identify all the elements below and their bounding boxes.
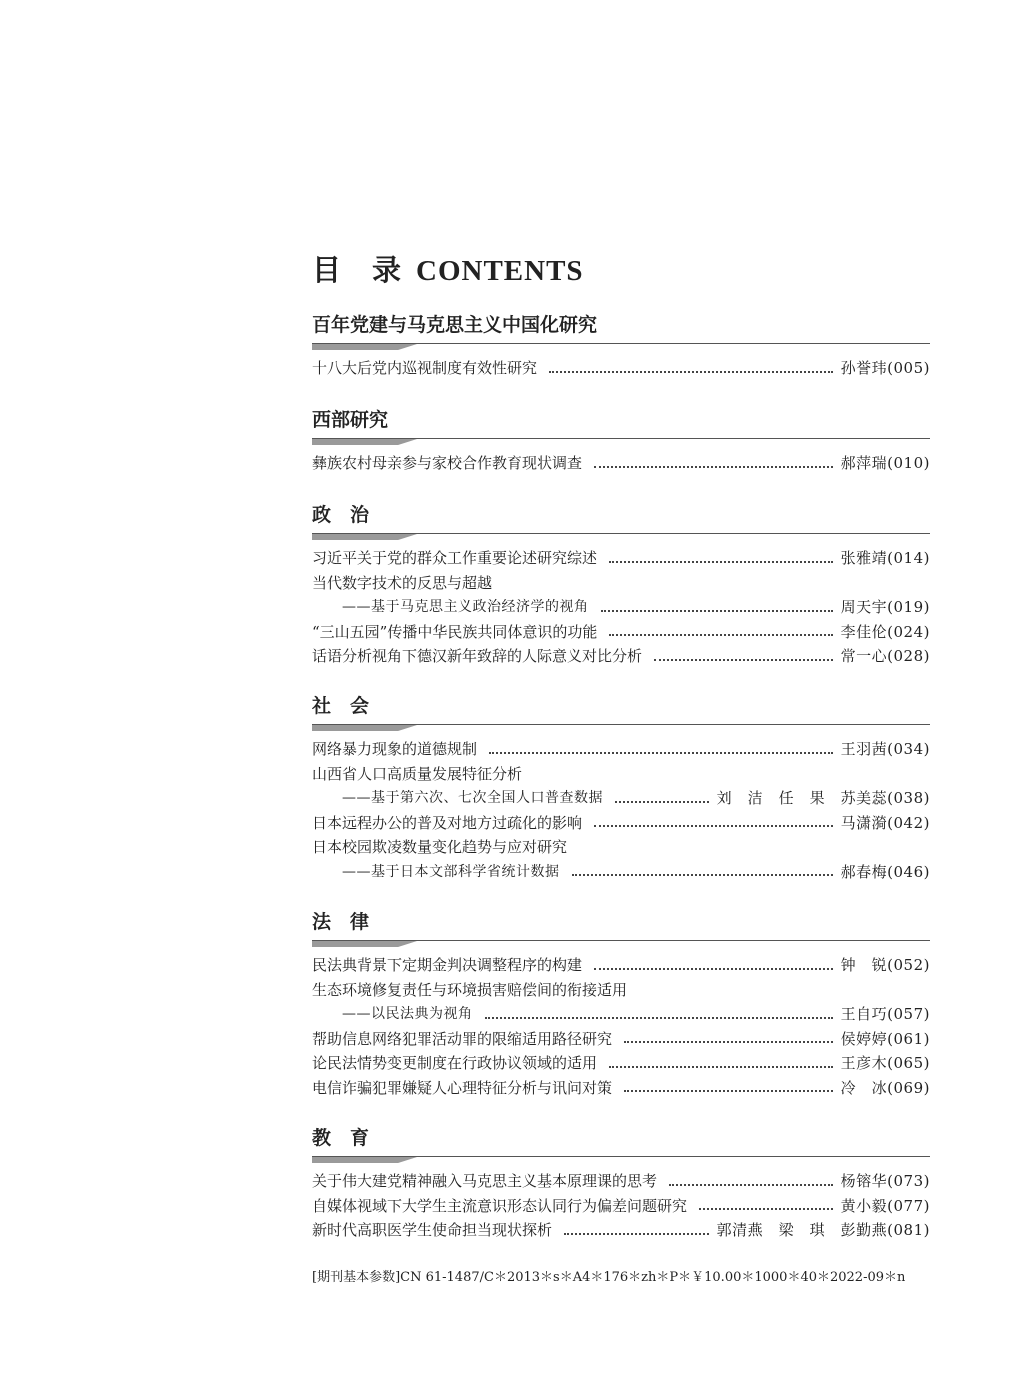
leader-dots	[669, 1184, 833, 1186]
entry-author-page: 孙誉玮(005)	[840, 359, 930, 377]
leader-dots	[609, 561, 833, 563]
leader-dots	[601, 610, 833, 612]
entry-author-page: 杨镕华(073)	[840, 1172, 930, 1190]
toc-entry[interactable]	[312, 762, 930, 787]
section	[312, 407, 930, 476]
toc-entry[interactable]	[312, 1076, 930, 1101]
entry-title: 山西省人口高质量发展特征分析	[312, 764, 523, 783]
entry-title: 新时代高职医学生使命担当现状探析	[312, 1221, 553, 1239]
entry-list	[312, 1169, 930, 1243]
section-heading: 百年党建与马克思主义中国化研究	[312, 314, 598, 336]
entry-title: 彝族农村母亲参与家校合作教育现状调查	[312, 454, 583, 472]
toc-entry[interactable]	[312, 1218, 930, 1243]
entry-subtitle: ——以民法典为视角	[342, 1006, 473, 1022]
leader-dots	[572, 874, 833, 876]
leader-dots	[594, 825, 833, 827]
toc-entry[interactable]	[312, 811, 930, 836]
leader-dots	[609, 1066, 833, 1068]
section-rule	[312, 937, 930, 947]
entry-author-page: 周天宇(019)	[840, 598, 930, 616]
entry-title: 关于伟大建党精神融入马克思主义基本原理课的思考	[312, 1172, 658, 1190]
entry-author-page: 冷 冰(069)	[840, 1078, 930, 1097]
toc-entry[interactable]	[312, 451, 930, 476]
section-heading: 政 治	[312, 504, 370, 526]
section-rule	[312, 435, 930, 445]
toc-entry[interactable]	[312, 595, 930, 620]
entry-title: 日本校园欺凌数量变化趋势与应对研究	[312, 838, 568, 856]
entry-title: 日本远程办公的普及对地方过疏化的影响	[312, 813, 583, 832]
toc-entry[interactable]	[312, 620, 930, 645]
section	[312, 1125, 930, 1243]
entry-author-page: 张雅靖(014)	[840, 549, 930, 567]
section	[312, 502, 930, 669]
section-rule	[312, 530, 930, 540]
section-heading: 西部研究	[312, 409, 389, 431]
toc-entry[interactable]	[312, 1194, 930, 1219]
toc-entry[interactable]	[312, 1169, 930, 1194]
leader-dots	[594, 968, 833, 970]
entry-list	[312, 737, 930, 884]
leader-dots	[615, 801, 709, 803]
leader-dots	[654, 659, 833, 661]
toc-entry[interactable]	[312, 546, 930, 571]
leader-dots	[609, 634, 832, 636]
entry-title: 十八大后党内巡视制度有效性研究	[312, 359, 538, 377]
entry-author-page: 钟 锐(052)	[840, 956, 930, 974]
section-heading: 教 育	[312, 1127, 370, 1149]
section	[312, 312, 930, 381]
entry-author-page: 刘 洁 任 果 苏美蕊(038)	[716, 789, 930, 807]
entry-author-page: 郝萍瑞(010)	[840, 454, 930, 472]
entry-list	[312, 356, 930, 381]
leader-dots	[564, 1233, 709, 1235]
section-heading: 社 会	[312, 695, 370, 717]
entry-author-page: 王羽茜(034)	[840, 740, 930, 758]
entry-title: 生态环境修复责任与环境损害赔偿间的衔接适用	[312, 980, 628, 999]
entry-author-page: 王自巧(057)	[840, 1005, 930, 1023]
toc-entry[interactable]	[312, 953, 930, 978]
toc-entry[interactable]	[312, 835, 930, 860]
section-rule	[312, 340, 930, 350]
entry-author-page: 李佳伦(024)	[840, 622, 930, 641]
toc-entry[interactable]	[312, 1051, 930, 1076]
entry-title: 习近平关于党的群众工作重要论述研究综述	[312, 549, 598, 567]
leader-dots	[699, 1208, 833, 1210]
section-heading: 法 律	[312, 911, 370, 933]
entry-list	[312, 451, 930, 476]
entry-title: 民法典背景下定期金判决调整程序的构建	[312, 956, 583, 974]
entry-author-page: 郝春梅(046)	[840, 862, 930, 881]
title-en: CONTENTS	[416, 255, 584, 287]
page-title	[312, 248, 584, 289]
section-rule	[312, 1153, 930, 1163]
leader-dots	[624, 1090, 833, 1092]
entry-title: 自媒体视域下大学生主流意识形态认同行为偏差问题研究	[312, 1196, 688, 1215]
entry-title: 网络暴力现象的道德规制	[312, 740, 478, 758]
toc-entry[interactable]	[312, 786, 930, 811]
leader-dots	[594, 466, 833, 468]
title-cn: 目 录	[312, 253, 403, 287]
entry-list	[312, 546, 930, 669]
leader-dots	[485, 1017, 833, 1019]
leader-dots	[489, 752, 833, 754]
entry-author-page: 黄小毅(077)	[840, 1196, 930, 1215]
toc-entry[interactable]	[312, 978, 930, 1003]
entry-author-page: 马潇漪(042)	[840, 813, 930, 832]
toc-entry[interactable]	[312, 1002, 930, 1027]
toc-entry[interactable]	[312, 737, 930, 762]
entry-title: 话语分析视角下德汉新年致辞的人际意义对比分析	[312, 647, 643, 665]
entry-title: “三山五园”传播中华民族共同体意识的功能	[312, 622, 598, 641]
entry-subtitle: ——基于日本文部科学省统计数据	[342, 863, 560, 880]
entry-subtitle: ——基于马克思主义政治经济学的视角	[342, 599, 589, 615]
section-rule	[312, 721, 930, 731]
journal-parameters: [期刊基本参数]CN 61-1487/C＊2013＊s＊A4＊176＊zh＊P＊￥10.00＊1000＊40＊2022-09＊n	[312, 1270, 906, 1285]
entry-title: 帮助信息网络犯罪活动罪的限缩适用路径研究	[312, 1029, 613, 1048]
section	[312, 693, 930, 884]
toc-entry[interactable]	[312, 1027, 930, 1052]
leader-dots	[549, 371, 833, 373]
entry-subtitle: ——基于第六次、七次全国人口普查数据	[342, 790, 603, 806]
entry-author-page: 王彦木(065)	[840, 1054, 930, 1072]
toc-entry[interactable]	[312, 644, 930, 669]
section	[312, 909, 930, 1100]
entry-author-page: 郭清燕 梁 琪 彭勤燕(081)	[716, 1221, 930, 1239]
entry-title: 当代数字技术的反思与超越	[312, 573, 493, 592]
entry-author-page: 常一心(028)	[840, 647, 930, 665]
toc-entry[interactable]	[312, 356, 930, 381]
entry-author-page: 侯婷婷(061)	[840, 1029, 930, 1048]
toc-entry[interactable]	[312, 571, 930, 596]
entry-title: 论民法情势变更制度在行政协议领域的适用	[312, 1054, 598, 1072]
toc-entry[interactable]	[312, 860, 930, 885]
entry-list	[312, 953, 930, 1100]
entry-title: 电信诈骗犯罪嫌疑人心理特征分析与讯问对策	[312, 1078, 613, 1097]
leader-dots	[624, 1041, 833, 1043]
